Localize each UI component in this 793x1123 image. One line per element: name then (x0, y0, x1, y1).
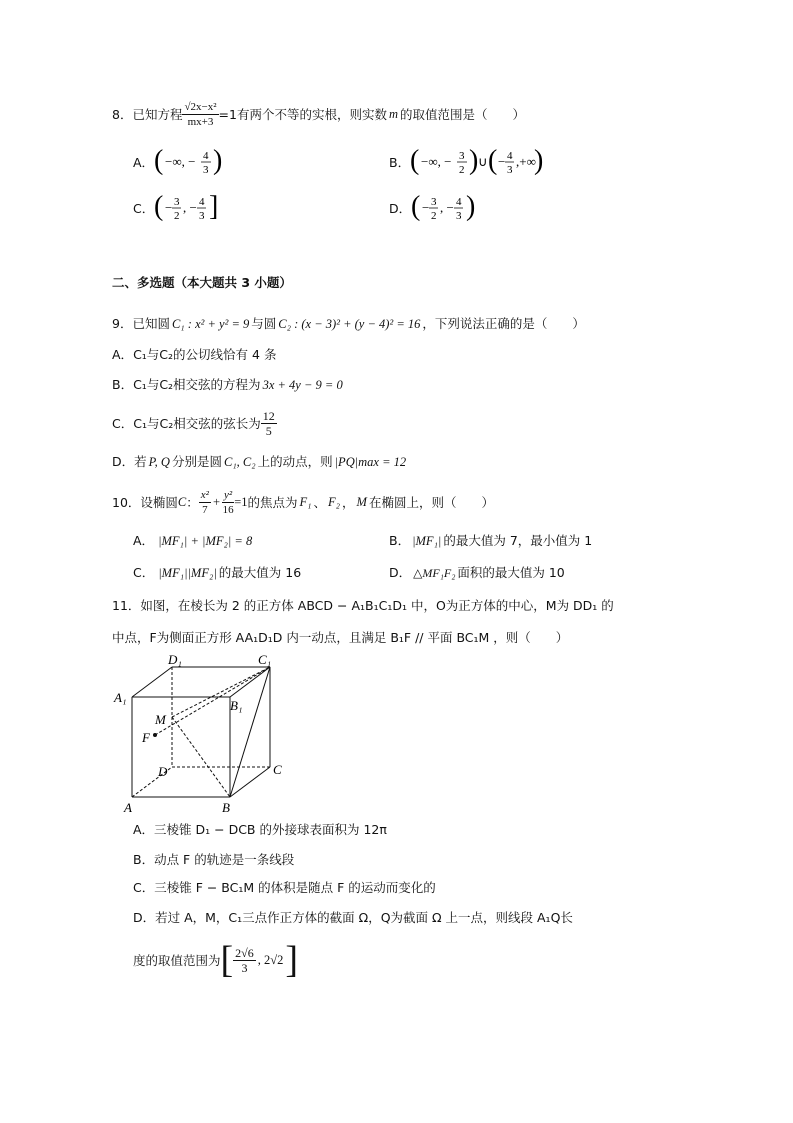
q9-post: ，下列说法正确的是（ ） (422, 316, 585, 331)
svg-text:): ) (466, 191, 476, 222)
q9-option-a-text: C₁与C₂的公切线恰有 4 条 (133, 347, 277, 362)
q9-option-d-pre: 若 (134, 454, 147, 469)
q9-option-d-mid: 分别是圆 (171, 454, 222, 469)
q10-option-a-math: |MF₁| + |MF₂| = 8 (158, 534, 253, 548)
q11-stem-line1: 11．如图，在棱长为 2 的正方体 ABCD − A₁B₁C₁D₁ 中，O为正方体的中心，M为 DD₁ 的 (112, 598, 614, 613)
q10-f1: F₁ (299, 494, 312, 509)
q9-stem (112, 314, 585, 334)
svg-text:,+∞: ,+∞ (516, 154, 536, 169)
q10-option-c-label: C． (133, 565, 155, 580)
q11-range-den: 3 (241, 960, 248, 975)
svg-text:∪: ∪ (478, 154, 488, 169)
section-heading-multi-choice: 二、多选题（本大题共 3 小题） (112, 275, 292, 290)
q10-colon: ： (186, 495, 199, 510)
q9-option-d-cc: C₁, C₂ (223, 455, 256, 469)
edge-b1-c1 (230, 667, 270, 697)
edge-b-c (230, 767, 270, 797)
q9-option-c-fraction (261, 409, 277, 438)
svg-text:3: 3 (199, 210, 205, 222)
q10-option-c-text: 的最大值为 16 (218, 565, 302, 580)
svg-text:, −: , − (183, 200, 198, 215)
svg-text:(: ( (411, 191, 421, 222)
label-c1: C₁ (258, 652, 272, 667)
svg-text:4: 4 (507, 150, 513, 162)
svg-text:]: ] (209, 191, 219, 222)
svg-text:(: ( (410, 145, 420, 176)
q11-range-post: , 2√2 (257, 952, 284, 967)
segment-b-c1 (230, 667, 270, 797)
q8-var: m (388, 106, 398, 121)
q9-number: 9． (112, 316, 133, 331)
q9-option-c-label: C． (112, 416, 134, 431)
svg-text:3: 3 (203, 164, 209, 176)
svg-text:−∞, −: −∞, − (421, 154, 452, 169)
q10-x-num: x² (200, 488, 209, 501)
svg-text:2: 2 (459, 164, 465, 176)
q8-option-d-math (411, 192, 477, 224)
q10-option-b-math: |MF₁| (412, 534, 442, 548)
q9-option-a[interactable] (112, 345, 276, 365)
q8-option-b-math (410, 145, 544, 178)
q10-x-fraction (199, 488, 211, 517)
q8-frac-den: mx+3 (187, 115, 214, 128)
svg-text:4: 4 (203, 150, 209, 162)
q9-option-c[interactable] (112, 406, 277, 440)
q8-post2: 的取值范围是（ ） (399, 107, 525, 122)
label-f: F (142, 730, 150, 745)
q11-range-right-bracket: ] (285, 939, 299, 981)
q10-option-d-label: D． (389, 565, 412, 580)
q9-option-a-label: A． (112, 347, 134, 362)
q11-cube-figure (110, 652, 295, 817)
q10-option-a-label: A． (133, 533, 155, 548)
edge-a1-d1 (132, 667, 172, 697)
svg-text:): ) (534, 145, 544, 176)
svg-text:−: − (498, 154, 506, 169)
q9-c1: C₁ : x² + y² = 9 (171, 317, 250, 331)
q11-option-d-range-pre: 度的取值范围为 (133, 953, 221, 968)
q10-sep: 、 (313, 495, 327, 510)
q9-option-d-label: D． (112, 454, 135, 469)
q10-option-b-label: B． (389, 533, 411, 548)
q10-plus: + (212, 494, 221, 509)
q10-y-fraction (222, 488, 234, 517)
q11-option-c[interactable]: C．三棱锥 F − BC₁M 的体积是随点 F 的运动而变化的 (133, 880, 436, 895)
q10-option-b[interactable] (389, 531, 592, 551)
svg-text:−∞, −: −∞, − (165, 154, 196, 169)
q10-stem (112, 484, 494, 520)
svg-text:−: − (165, 200, 173, 215)
q10-option-c[interactable] (133, 563, 301, 583)
q11-option-d[interactable]: D．若过 A，M，C₁三点作正方体的截面 Ω，Q为截面 Ω 上一点，则线段 A₁Q长 (133, 910, 573, 925)
q9-option-b-label: B． (112, 377, 134, 392)
q11-range-left-bracket: [ (220, 939, 234, 981)
q9-option-b-math: 3x + 4y − 9 = 0 (262, 378, 343, 392)
svg-text:4: 4 (199, 196, 205, 208)
q10-option-c-math: |MF₁||MF₂| (158, 566, 217, 580)
svg-text:3: 3 (174, 196, 180, 208)
label-d1: D₁ (168, 652, 182, 667)
q8-post: =1有两个不等的实根，则实数 (218, 107, 387, 122)
segment-m-c1 (172, 667, 270, 717)
q8-option-c-label: C． (133, 201, 155, 216)
q9-option-c-text: C₁与C₂相交弦的弦长为 (133, 416, 261, 431)
q10-f2: F₂ (328, 494, 341, 509)
q9-option-d-math: |PQ|max = 12 (334, 455, 407, 469)
label-d: D (158, 764, 168, 779)
q8-option-a[interactable] (133, 146, 224, 178)
q8-frac-num: √2x−x² (184, 100, 217, 113)
q8-option-c[interactable] (133, 192, 220, 224)
label-c: C (273, 762, 282, 777)
q9-option-d-pq: P, Q (148, 455, 170, 469)
svg-text:−: − (422, 200, 430, 215)
q9-option-b[interactable] (112, 375, 343, 395)
svg-text:3: 3 (456, 210, 462, 222)
q10-eq: =1 (234, 494, 248, 509)
q8-option-a-math (154, 146, 224, 178)
svg-text:): ) (213, 145, 223, 176)
q10-post: 的焦点为 (247, 495, 298, 510)
svg-text:(: ( (488, 145, 498, 176)
q9-c2: C₂ : (x − 3)² + (y − 4)² = 16 (278, 317, 421, 331)
q10-post2: ， (342, 495, 355, 510)
label-b1: B₁ (230, 698, 243, 713)
q8-fraction (182, 100, 218, 129)
q11-range-num: 2√6 (235, 945, 254, 960)
q10-y-num: y² (224, 488, 233, 501)
svg-text:(: ( (154, 145, 164, 176)
q8-option-b-label: B． (389, 155, 411, 170)
q8-option-d[interactable] (389, 192, 477, 224)
svg-text:3: 3 (459, 150, 465, 162)
svg-text:2: 2 (174, 210, 180, 222)
label-a1: A₁ (114, 690, 127, 705)
q9-option-c-den: 5 (265, 423, 272, 438)
svg-text:3: 3 (507, 164, 513, 176)
q10-m: M (356, 494, 367, 509)
q9-pre: 已知圆 (132, 316, 170, 331)
q10-c: C (177, 494, 187, 509)
q8-option-b[interactable] (389, 145, 544, 178)
svg-text:3: 3 (431, 196, 437, 208)
q9-option-c-num: 12 (262, 408, 275, 423)
svg-text:2: 2 (431, 210, 437, 222)
q8-option-c-math (154, 192, 220, 224)
q10-option-d-text: 面积的最大值为 10 (457, 565, 565, 580)
point-f (153, 733, 157, 737)
q10-option-d-math: △MF₁F₂ (413, 566, 456, 580)
q10-option-b-text: 的最大值为 7，最小值为 1 (443, 533, 593, 548)
q8-stem (112, 96, 525, 132)
q8-option-d-label: D． (389, 201, 412, 216)
q10-x-den: 7 (202, 503, 208, 516)
q9-mid: 与圆 (251, 316, 277, 331)
q8-number: 8． (112, 107, 133, 122)
q11-option-a[interactable]: A．三棱锥 D₁ − DCB 的外接球表面积为 12π (133, 822, 387, 837)
svg-text:4: 4 (456, 196, 462, 208)
q10-post3: 在椭圆上，则（ ） (368, 495, 494, 510)
q9-option-d-post: 上的动点，则 (257, 454, 333, 469)
segment-m-b (172, 717, 230, 797)
q8-option-a-label: A． (133, 155, 155, 170)
svg-text:): ) (469, 145, 479, 176)
q11-stem-line2: 中点，F为侧面正方形 AA₁D₁D 内一动点，且满足 B₁F // 平面 BC₁M ，则（ ） (112, 630, 569, 645)
q10-option-d[interactable] (389, 563, 565, 583)
q10-y-den: 16 (222, 503, 234, 516)
svg-text:, −: , − (440, 200, 454, 215)
svg-text:(: ( (154, 191, 164, 222)
q10-option-a[interactable] (133, 531, 252, 551)
q11-option-d-range (133, 938, 298, 982)
q8-pre: 已知方程 (132, 107, 183, 122)
label-b: B (222, 800, 230, 815)
q9-option-b-text: C₁与C₂相交弦的方程为 (133, 377, 261, 392)
q9-option-d[interactable] (112, 452, 406, 472)
label-a: A (124, 800, 132, 815)
label-m: M (155, 712, 166, 727)
q10-pre: 设椭圆 (140, 495, 178, 510)
q11-option-b[interactable]: B．动点 F 的轨迹是一条线段 (133, 852, 295, 867)
q10-number: 10． (112, 495, 141, 510)
q11-range-fraction (233, 946, 256, 975)
